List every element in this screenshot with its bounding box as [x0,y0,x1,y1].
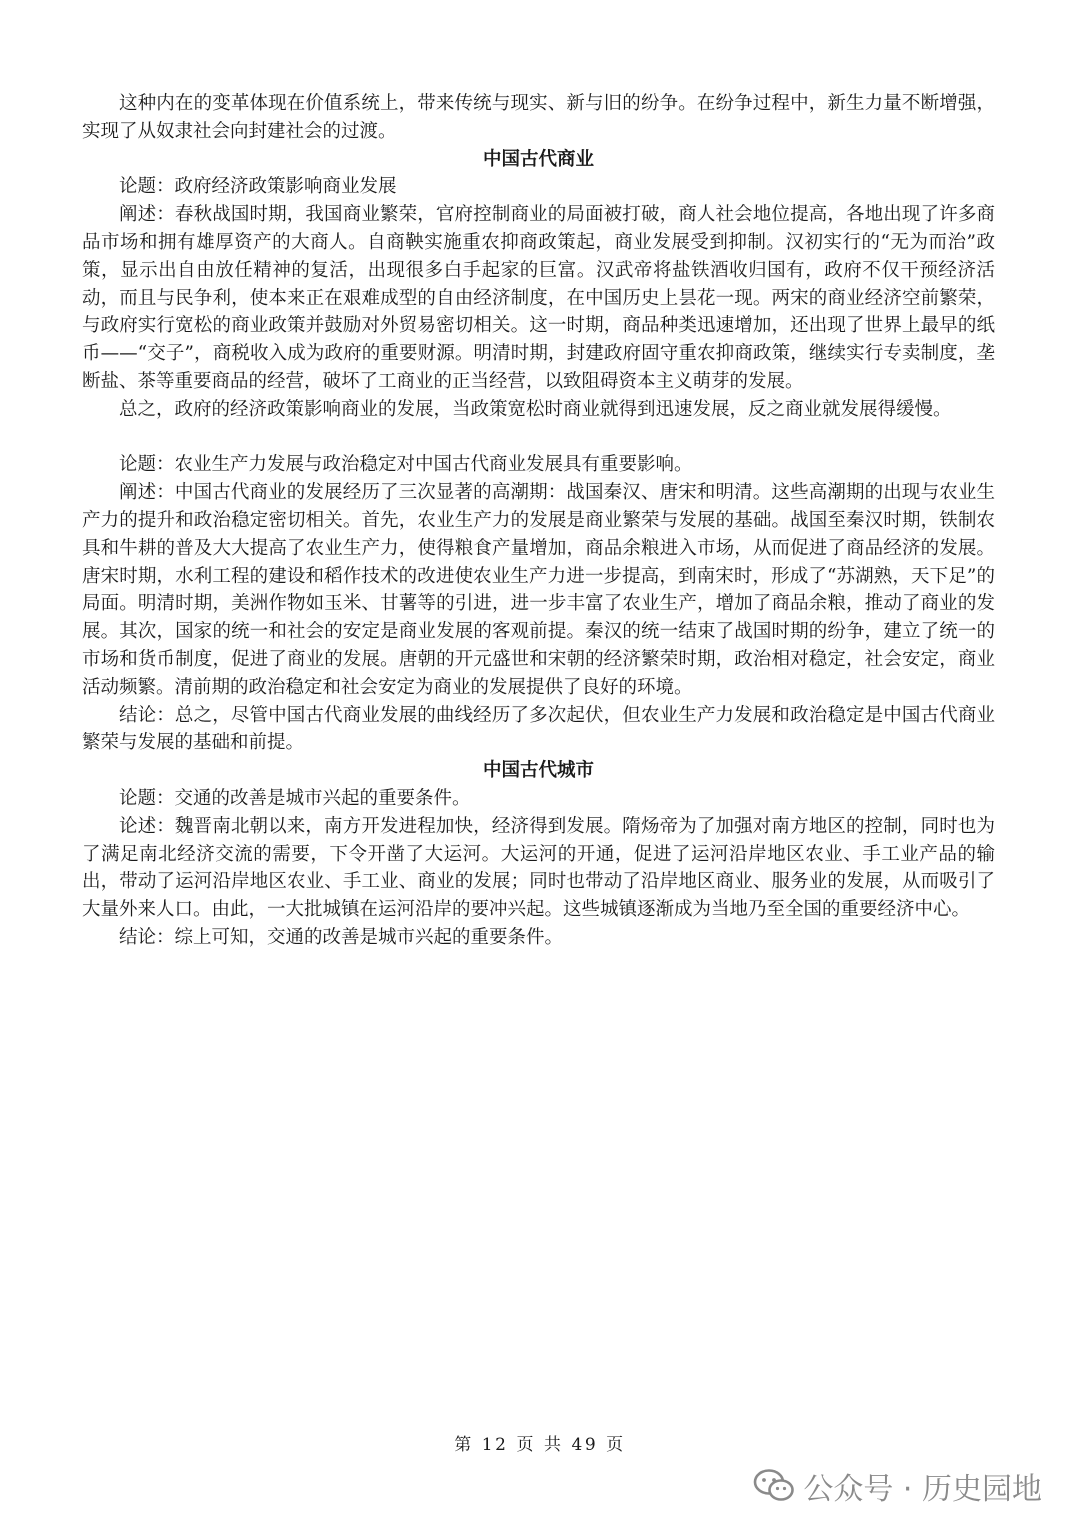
paragraph-conclusion-3: 结论：综上可知，交通的改善是城市兴起的重要条件。 [119,926,564,948]
paragraph-exposition-1: 阐述：春秋战国时期，我国商业繁荣，官府控制商业的局面被打破，商人社会地位提高，各地出现了许多商品市场和拥有雄厚资产的大商人。自商鞅实施重农抑商政策起，商业发展受到抑制。汉初实行的“无为而治”政策，显示出自由放任精神的复活，出现很多白手起家的巨富。汉武帝将盐铁酒收归国有，政府不仅干预经济活动，而且与民争利，使本来正在艰难成型的自由经济制度，在中国历史上昙花一现。两宋的商业经济空前繁荣，与政府实行宽松的商业政策并鼓励对外贸易密切相关。这一时期，商品种类迅速增加，还出现了世界上最早的纸币——“交子”，商税收入成为政府的重要财源。明清时期，封建政府固守重农抑商政策，继续实行专卖制度，垄断盐、茶等重要商品的经营，破坏了工商业的正当经营，以致阻碍资本主义萌芽的发展。 [82,204,995,392]
spacer [82,424,995,452]
paragraph-exposition-3: 论述：魏晋南北朝以来，南方开发进程加快，经济得到发展。隋炀帝为了加强对南方地区的控制，同时也为了满足南北经济交流的需要，下令开凿了大运河。大运河的开通，促进了运河沿岸地区农业、手工业产品的输出，带动了运河沿岸地区农业、手工业、商业的发展；同时也带动了沿岸地区商业、服务业的发展，从而吸引了大量外来人口。由此，一大批城镇在运河沿岸的要冲兴起。这些城镇逐渐成为当地乃至全国的重要经济中心。 [82,815,995,921]
section-heading-city: 中国古代城市 [482,760,594,782]
paragraph-conclusion-2: 结论：总之，尽管中国古代商业发展的曲线经历了多次起伏，但农业生产力发展和政治稳定是中国古代商业繁荣与发展的基础和前提。 [82,704,995,754]
page-number: 第 12 页 共 49 页 [454,1435,626,1455]
paragraph-topic-1: 论题：政府经济政策影响商业发展 [119,176,397,198]
wechat-icon [753,1468,795,1504]
paragraph-topic-3: 论题：交通的改善是城市兴起的重要条件。 [119,787,471,809]
watermark [753,1464,1042,1508]
paragraph-exposition-2: 阐述：中国古代商业的发展经历了三次显著的高潮期：战国秦汉、唐宋和明清。这些高潮期的出现与农业生产力的提升和政治稳定密切相关。首先，农业生产力的发展是商业繁荣与发展的基础。战国至秦汉时期，铁制农具和牛耕的普及大大提高了农业生产力，使得粮食产量增加，商品余粮进入市场，从而促进了商品经济的发展。唐宋时期，水利工程的建设和稻作技术的改进使农业生产力进一步提高，到南宋时，形成了“苏湖熟，天下足”的局面。明清时期，美洲作物如玉米、甘薯等的引进，进一步丰富了农业生产，增加了商品余粮，推动了商业的发展。其次，国家的统一和社会的安定是商业发展的客观前提。秦汉的统一结束了战国时期的纷争，建立了统一的市场和货币制度，促进了商业的发展。唐朝的开元盛世和宋朝的经济繁荣时期，政治相对稳定，社会安定，商业活动频繁。清前期的政治稳定和社会安定为商业的发展提供了良好的环境。 [82,482,995,698]
paragraph-intro: 这种内在的变革体现在价值系统上，带来传统与现实、新与旧的纷争。在纷争过程中，新生力量不断增强，实现了从奴隶社会向封建社会的过渡。 [82,93,995,142]
paragraph-topic-2: 论题：农业生产力发展与政治稳定对中国古代商业发展具有重要影响。 [119,454,693,476]
watermark-text: 公众号 · 历史园地 [803,1472,1042,1507]
document-body [82,90,995,952]
paragraph-conclusion-1: 总之，政府的经济政策影响商业的发展，当政策宽松时商业就得到迅速发展，反之商业就发展得缓慢。 [119,398,952,420]
section-heading-commerce: 中国古代商业 [482,148,594,170]
